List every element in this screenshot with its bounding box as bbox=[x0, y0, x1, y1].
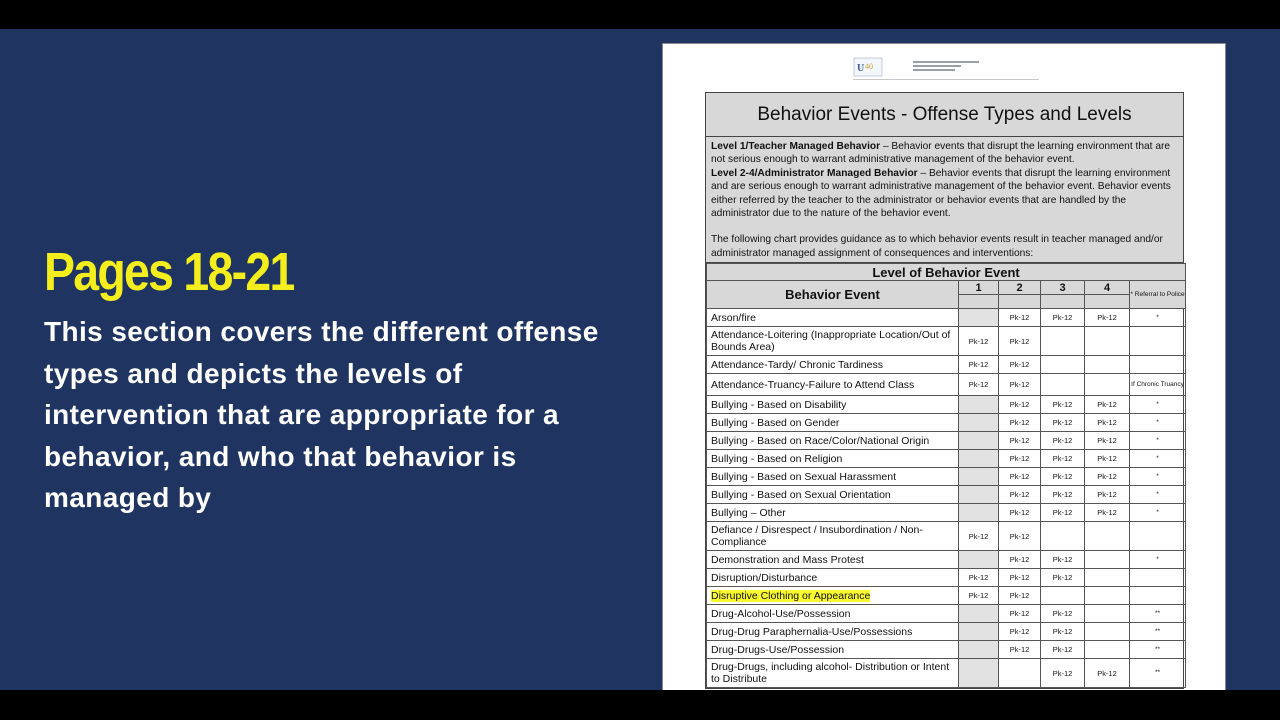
level-3-cell: Pk-12 bbox=[1041, 309, 1085, 327]
referral-cell: * bbox=[1130, 468, 1186, 486]
document-body bbox=[705, 92, 1184, 689]
level-1-header: 1 bbox=[959, 281, 999, 295]
referral-cell: * bbox=[1130, 414, 1186, 432]
level2-4-definition: – Behavior events that disrupt the learning environment and are serious enough to warrant administrative management of the behavior event. Behavior events either referred by the teacher to the administrator or behavior events that are handled by the administrator due to the nature of the behavior event. bbox=[711, 167, 1171, 220]
level-4-cell bbox=[1085, 327, 1130, 356]
level-1-cell bbox=[959, 396, 999, 414]
level-4-cell: Pk-12 bbox=[1085, 504, 1130, 522]
document-header bbox=[853, 56, 1039, 80]
document-intro bbox=[706, 137, 1183, 263]
level-1-cell: Pk-12 bbox=[959, 587, 999, 605]
table-row bbox=[707, 468, 1186, 486]
level-4-cell bbox=[1085, 569, 1130, 587]
level-3-cell bbox=[1041, 327, 1085, 356]
table-row bbox=[707, 450, 1186, 468]
level-2-cell: Pk-12 bbox=[999, 623, 1041, 641]
level-1-cell bbox=[959, 659, 999, 688]
referral-cell: * bbox=[1130, 551, 1186, 569]
behavior-event-name: Attendance-Loitering (Inappropriate Location/Out of Bounds Area) bbox=[711, 328, 951, 354]
level-2-cell: Pk-12 bbox=[999, 396, 1041, 414]
document-header-text bbox=[913, 61, 979, 73]
table-row bbox=[707, 641, 1186, 659]
level-4-cell bbox=[1085, 522, 1130, 551]
referral-cell bbox=[1130, 356, 1186, 374]
level-4-cell bbox=[1085, 551, 1130, 569]
behavior-event-name: Bullying - Based on Religion bbox=[711, 452, 843, 465]
referral-cell: * bbox=[1130, 450, 1186, 468]
table-row bbox=[707, 659, 1186, 688]
table-row bbox=[707, 551, 1186, 569]
level-header: Level of Behavior Event bbox=[707, 264, 1186, 281]
level-3-cell bbox=[1041, 374, 1085, 396]
level-4-cell: Pk-12 bbox=[1085, 450, 1130, 468]
table-row bbox=[707, 374, 1186, 396]
table-row bbox=[707, 623, 1186, 641]
level-4-cell bbox=[1085, 356, 1130, 374]
behavior-event-name: Drug-Drugs-Use/Possession bbox=[711, 643, 845, 656]
level-1-cell bbox=[959, 504, 999, 522]
level-2-cell: Pk-12 bbox=[999, 551, 1041, 569]
level-1-cell: Pk-12 bbox=[959, 327, 999, 356]
level-1-cell: Pk-12 bbox=[959, 356, 999, 374]
document-page bbox=[662, 43, 1226, 703]
level-1-cell bbox=[959, 450, 999, 468]
level-4-cell: Pk-12 bbox=[1085, 396, 1130, 414]
level-3-cell: Pk-12 bbox=[1041, 551, 1085, 569]
referral-cell: * bbox=[1130, 504, 1186, 522]
level-3-cell: Pk-12 bbox=[1041, 569, 1085, 587]
level-4-header: 4 bbox=[1085, 281, 1130, 295]
district-logo-icon bbox=[853, 56, 883, 78]
referral-header: * Referral to Police bbox=[1130, 281, 1186, 309]
behavior-event-name: Drug-Drug Paraphernalia-Use/Possessions bbox=[711, 625, 913, 638]
level-3-cell: Pk-12 bbox=[1041, 623, 1085, 641]
table-rows bbox=[707, 309, 1186, 688]
slide-text-block bbox=[44, 241, 624, 519]
svg-text:U: U bbox=[857, 63, 865, 74]
referral-cell: * bbox=[1130, 486, 1186, 504]
referral-cell: * bbox=[1130, 309, 1186, 327]
behavior-event-name: Arson/fire bbox=[711, 311, 756, 324]
table-row bbox=[707, 414, 1186, 432]
referral-cell bbox=[1130, 327, 1186, 356]
pages-title: Pages 18-21 bbox=[44, 242, 294, 302]
level-1-cell bbox=[959, 623, 999, 641]
behavior-event-name: Bullying – Other bbox=[711, 506, 786, 519]
level-2-cell: Pk-12 bbox=[999, 641, 1041, 659]
level-4-cell: Pk-12 bbox=[1085, 432, 1130, 450]
level-3-cell: Pk-12 bbox=[1041, 468, 1085, 486]
level-4-cell bbox=[1085, 623, 1130, 641]
table-row bbox=[707, 432, 1186, 450]
level-4-cell bbox=[1085, 587, 1130, 605]
section-description: This section covers the different offense types and depicts the levels of intervention that are appropriate for a behavior, and who that behavior is managed by bbox=[44, 316, 599, 513]
level1-definition: – Behavior events that disrupt the learning environment that are not serious enough to warrant administrative management of the behavior event. bbox=[711, 141, 1171, 166]
behavior-event-name: Bullying - Based on Gender bbox=[711, 416, 840, 429]
level-3-cell: Pk-12 bbox=[1041, 450, 1085, 468]
table-row bbox=[707, 569, 1186, 587]
referral-cell: * bbox=[1130, 432, 1186, 450]
level-1-cell: Pk-12 bbox=[959, 374, 999, 396]
level-3-cell: Pk-12 bbox=[1041, 641, 1085, 659]
level-3-cell: Pk-12 bbox=[1041, 504, 1085, 522]
referral-cell: * bbox=[1130, 396, 1186, 414]
level-2-cell: Pk-12 bbox=[999, 587, 1041, 605]
level-1-cell bbox=[959, 468, 999, 486]
behavior-event-name: Attendance-Truancy-Failure to Attend Class bbox=[711, 378, 915, 391]
level-2-cell: Pk-12 bbox=[999, 356, 1041, 374]
level-1-cell bbox=[959, 605, 999, 623]
level-2-cell: Pk-12 bbox=[999, 374, 1041, 396]
level-2-header: 2 bbox=[999, 281, 1041, 295]
level2-4-term: Level 2-4/Administrator Managed Behavior bbox=[711, 167, 918, 179]
referral-cell bbox=[1130, 569, 1186, 587]
level-3-cell: Pk-12 bbox=[1041, 414, 1085, 432]
level-1-cell bbox=[959, 641, 999, 659]
level-2-cell: Pk-12 bbox=[999, 450, 1041, 468]
behavior-event-name: Disruptive Clothing or Appearance bbox=[711, 589, 871, 602]
level-3-cell: Pk-12 bbox=[1041, 659, 1085, 688]
table-row bbox=[707, 396, 1186, 414]
level-2-cell: Pk-12 bbox=[999, 327, 1041, 356]
level-1-cell bbox=[959, 414, 999, 432]
behavior-event-name: Bullying - Based on Sexual Harassment bbox=[711, 470, 897, 483]
referral-cell: ** bbox=[1130, 605, 1186, 623]
behavior-event-name: Bullying - Based on Sexual Orientation bbox=[711, 488, 891, 501]
level-1-cell bbox=[959, 486, 999, 504]
behavior-event-name: Disruption/Disturbance bbox=[711, 571, 818, 584]
level-3-header: 3 bbox=[1041, 281, 1085, 295]
referral-cell bbox=[1130, 587, 1186, 605]
level-4-cell bbox=[1085, 605, 1130, 623]
svg-text:40: 40 bbox=[865, 62, 873, 71]
behavior-event-name: Attendance-Tardy/ Chronic Tardiness bbox=[711, 358, 883, 371]
table-row bbox=[707, 587, 1186, 605]
referral-cell: ** bbox=[1130, 623, 1186, 641]
table-row bbox=[707, 356, 1186, 374]
behavior-event-name: Demonstration and Mass Protest bbox=[711, 553, 864, 566]
level-2-cell: Pk-12 bbox=[999, 605, 1041, 623]
level-3-cell: Pk-12 bbox=[1041, 432, 1085, 450]
level-2-cell: Pk-12 bbox=[999, 522, 1041, 551]
level-2-cell: Pk-12 bbox=[999, 414, 1041, 432]
level-1-cell bbox=[959, 432, 999, 450]
table-row bbox=[707, 522, 1186, 551]
behavior-event-name: Bullying - Based on Race/Color/National Origin bbox=[711, 434, 930, 447]
level-4-cell: Pk-12 bbox=[1085, 309, 1130, 327]
level-4-cell: Pk-12 bbox=[1085, 414, 1130, 432]
letterbox-bottom bbox=[0, 690, 1280, 720]
level-2-cell: Pk-12 bbox=[999, 569, 1041, 587]
chart-note: The following chart provides guidance as to which behavior events result in teacher managed and/or administrator managed assignment of consequences and interventions: bbox=[711, 234, 1163, 259]
level-1-cell: Pk-12 bbox=[959, 569, 999, 587]
table-row bbox=[707, 504, 1186, 522]
behavior-events-table bbox=[706, 263, 1186, 688]
letterbox-top bbox=[0, 0, 1280, 29]
level-2-cell: Pk-12 bbox=[999, 468, 1041, 486]
level-3-cell: Pk-12 bbox=[1041, 605, 1085, 623]
level-1-cell: Pk-12 bbox=[959, 522, 999, 551]
level-2-cell: Pk-12 bbox=[999, 486, 1041, 504]
document-title: Behavior Events - Offense Types and Levels bbox=[706, 93, 1183, 137]
level-2-cell: Pk-12 bbox=[999, 309, 1041, 327]
referral-cell bbox=[1130, 522, 1186, 551]
behavior-event-name: Bullying - Based on Disability bbox=[711, 398, 847, 411]
level-4-cell: Pk-12 bbox=[1085, 659, 1130, 688]
table-row bbox=[707, 327, 1186, 356]
behavior-event-name: Defiance / Disrespect / Insubordination / Non-Compliance bbox=[711, 523, 923, 549]
level-4-cell: Pk-12 bbox=[1085, 486, 1130, 504]
table-row bbox=[707, 309, 1186, 327]
referral-cell: ** bbox=[1130, 641, 1186, 659]
level-2-cell bbox=[999, 659, 1041, 688]
level-2-cell: Pk-12 bbox=[999, 504, 1041, 522]
level-3-cell: Pk-12 bbox=[1041, 486, 1085, 504]
level-3-cell bbox=[1041, 522, 1085, 551]
level-4-cell bbox=[1085, 641, 1130, 659]
level-3-cell bbox=[1041, 356, 1085, 374]
level1-term: Level 1/Teacher Managed Behavior bbox=[711, 141, 881, 152]
event-column-header: Behavior Event bbox=[707, 281, 959, 309]
level-1-cell bbox=[959, 551, 999, 569]
behavior-event-name: Drug-Alcohol-Use/Possession bbox=[711, 607, 851, 620]
behavior-event-name: Drug-Drugs, including alcohol- Distribution or Intent to Distribute bbox=[711, 660, 950, 686]
table-row bbox=[707, 486, 1186, 504]
level-4-cell: Pk-12 bbox=[1085, 468, 1130, 486]
level-3-cell bbox=[1041, 587, 1085, 605]
level-4-cell bbox=[1085, 374, 1130, 396]
referral-cell: If Chronic Truancy bbox=[1130, 374, 1186, 396]
level-2-cell: Pk-12 bbox=[999, 432, 1041, 450]
referral-cell: ** bbox=[1130, 659, 1186, 688]
table-row bbox=[707, 605, 1186, 623]
level-3-cell: Pk-12 bbox=[1041, 396, 1085, 414]
level-1-cell bbox=[959, 309, 999, 327]
